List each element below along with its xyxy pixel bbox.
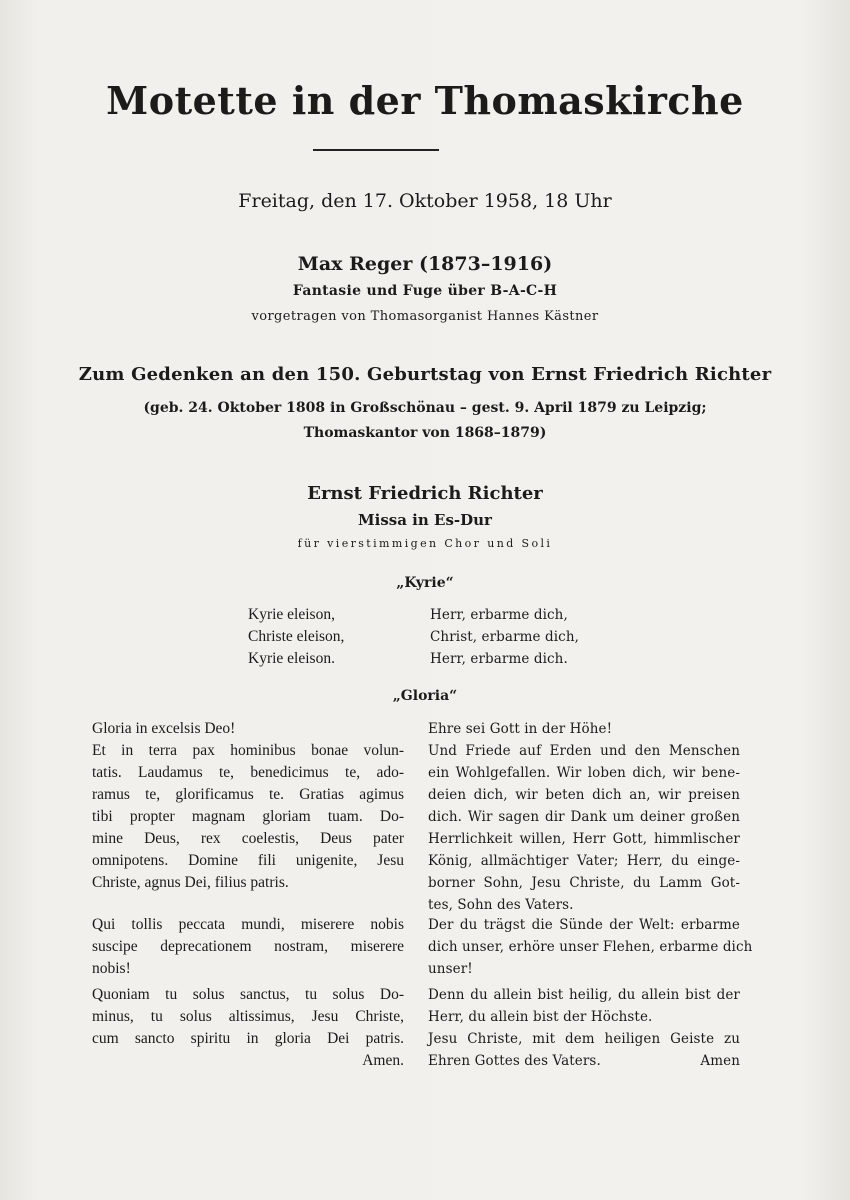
text-line: Christ, erbarme dich, xyxy=(430,629,580,645)
gloria-heading: „Gloria“ xyxy=(392,688,458,704)
text-line: cum sancto spiritu in gloria Dei patris. xyxy=(92,1030,404,1047)
text-line: dich. Wir sagen dir Dank um deiner großen xyxy=(428,809,740,825)
text-line: tibi propter magnam gloriam tuam. Do- xyxy=(92,808,404,825)
gloria-latin-section-3 xyxy=(92,984,404,1072)
memorial-heading: Zum Gedenken an den 150. Geburtstag von Ernst Friedrich Richter xyxy=(78,364,772,385)
text-line: Herrlichkeit willen, Herr Gott, himmlischer xyxy=(428,831,740,847)
composer-richter: Ernst Friedrich Richter xyxy=(307,483,543,504)
text-line: Et in terra pax hominibus bonae volun- xyxy=(92,742,404,759)
text-line: borner Sohn, Jesu Christe, du Lamm Got- xyxy=(428,875,740,891)
text-line: König, allmächtiger Vater; Herr, du einge- xyxy=(428,853,740,869)
text-line: Herr, du allein bist der Höchste. xyxy=(428,1009,653,1025)
kyrie-german-text xyxy=(430,604,579,670)
text-span: Ehren Gottes des Vaters. xyxy=(428,1053,601,1069)
text-line: suscipe deprecationem nostram, miserere xyxy=(92,938,404,955)
text-line: deien dich, wir beten dich an, wir preisen xyxy=(428,787,740,803)
gloria-german-section-2 xyxy=(428,914,753,980)
memorial-bio-line-2: Thomaskantor von 1868–1879) xyxy=(303,425,547,441)
text-line: mine Deus, rex coelestis, Deus pater xyxy=(92,830,404,847)
text-line: tatis. Laudamus te, benedicimus te, ado- xyxy=(92,764,404,781)
text-line: Christe, agnus Dei, filius patris. xyxy=(92,874,289,891)
text-line-last xyxy=(428,1050,740,1072)
text-line-amen: Amen. xyxy=(362,1052,404,1069)
gloria-latin-section-2 xyxy=(92,914,404,980)
title-divider xyxy=(313,149,439,151)
kyrie-latin-text xyxy=(248,604,344,670)
text-line: Quoniam tu solus sanctus, tu solus Do- xyxy=(92,986,404,1003)
text-line: Kyrie eleison, xyxy=(248,606,335,623)
text-line: Denn du allein bist heilig, du allein bist der xyxy=(428,987,740,1003)
text-line: dich unser, erhöre unser Flehen, erbarme dich xyxy=(428,939,753,955)
text-line: ein Wohlgefallen. Wir loben dich, wir bene- xyxy=(428,765,740,781)
work-reger: Fantasie und Fuge über B-A-C-H xyxy=(292,283,558,299)
text-line: Qui tollis peccata mundi, miserere nobis xyxy=(92,916,404,933)
scoring-line: für vierstimmigen Chor und Soli xyxy=(297,537,553,550)
memorial-bio-line-1: (geb. 24. Oktober 1808 in Großschönau – gest. 9. April 1879 zu Leipzig; xyxy=(143,400,707,416)
event-date: Freitag, den 17. Oktober 1958, 18 Uhr xyxy=(238,190,612,212)
text-line: Kyrie eleison. xyxy=(248,650,335,667)
text-line: tes, Sohn des Vaters. xyxy=(428,897,574,913)
text-line: Christe eleison, xyxy=(248,628,345,645)
page-title: Motette in der Thomaskirche xyxy=(106,78,744,123)
performer-line: vorgetragen von Thomasorganist Hannes Kästner xyxy=(251,309,599,324)
text-line: Gloria in excelsis Deo! xyxy=(92,720,236,737)
text-line: Ehre sei Gott in der Höhe! xyxy=(428,721,613,737)
work-richter: Missa in Es-Dur xyxy=(358,511,492,529)
kyrie-heading: „Kyrie“ xyxy=(396,575,454,591)
text-line: unser! xyxy=(428,961,473,977)
gloria-german-section-3 xyxy=(428,984,740,1072)
composer-reger: Max Reger (1873–1916) xyxy=(297,253,553,275)
text-line: Jesu Christe, mit dem heiligen Geiste zu xyxy=(428,1031,740,1047)
gloria-latin-section-1 xyxy=(92,718,404,894)
text-line: minus, tu solus altissimus, Jesu Christe, xyxy=(92,1008,404,1025)
text-line: nobis! xyxy=(92,960,131,977)
text-line: Herr, erbarme dich, xyxy=(430,607,568,623)
text-line: Und Friede auf Erden und den Menschen xyxy=(428,743,740,759)
amen-text: Amen xyxy=(700,1053,740,1069)
text-line: omnipotens. Domine fili unigenite, Jesu xyxy=(92,852,404,869)
text-line: Der du trägst die Sünde der Welt: erbarme xyxy=(428,917,740,933)
text-line: Herr, erbarme dich. xyxy=(430,651,568,667)
text-line: ramus te, glorificamus te. Gratias agimus xyxy=(92,786,404,803)
gloria-german-section-1 xyxy=(428,718,740,916)
